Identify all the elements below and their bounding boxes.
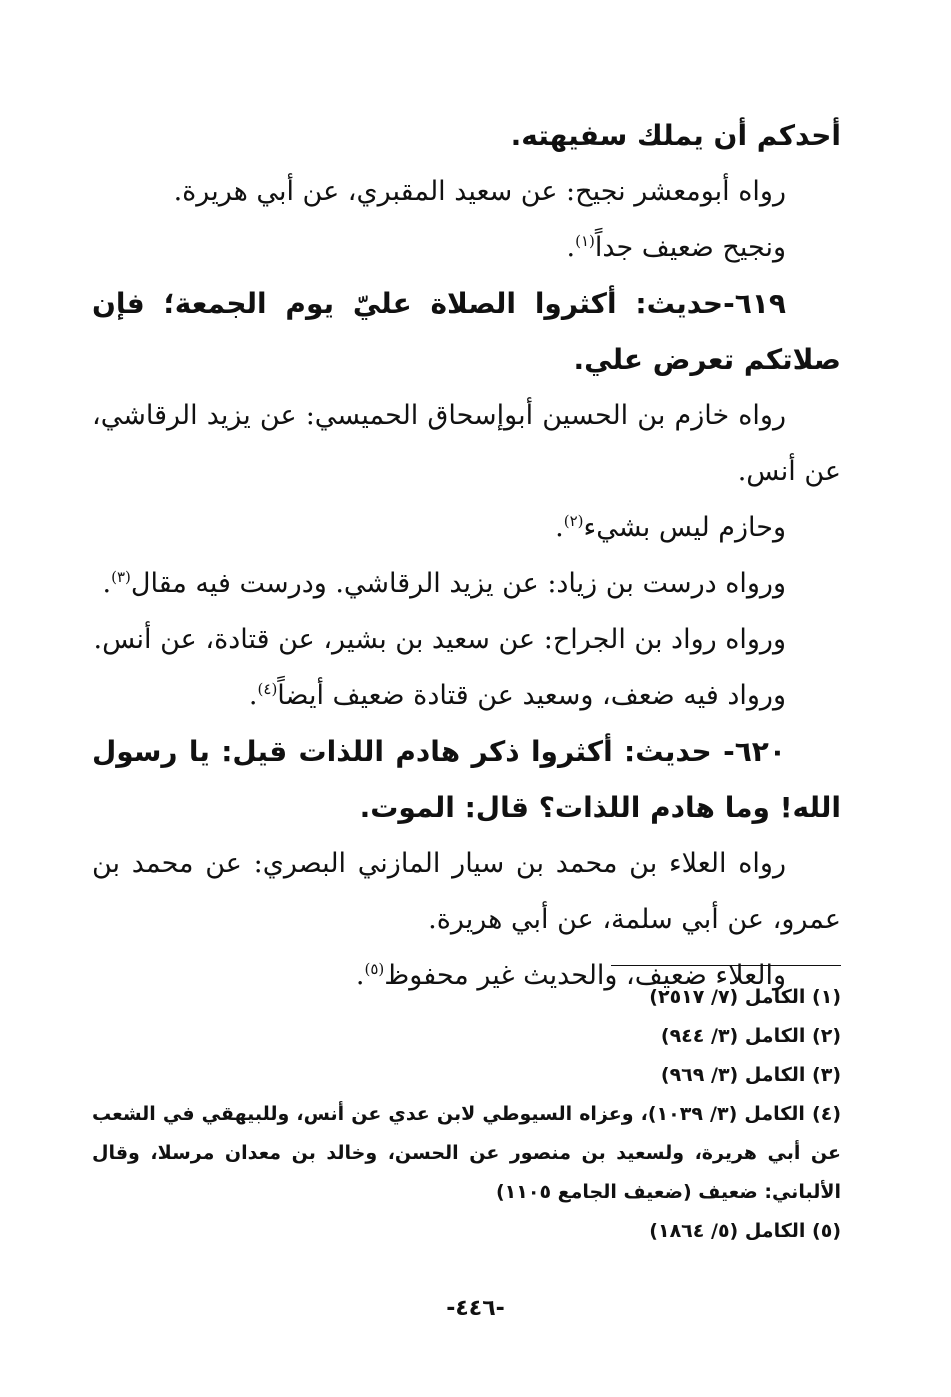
paragraph-grading: وحازم ليس بشيء$^{(٢)}$. xyxy=(555,512,786,543)
footnote-1: (١) الكامل (٧/ ٢٥١٧) xyxy=(649,986,841,1008)
footnote-4: (٤) الكامل (٣/ ١٠٣٩)، وعزاه السيوطي لابن عدي عن أنس، وللبيهقي في الشعب عن أبي هريرة، ولسعيد بن منصور عن الحسن، وخالد بن معدان مرسلا، وقال الألباني: ضعيف (ضعيف الجامع ١١٠٥) xyxy=(92,1103,841,1203)
paragraph-grading: ونجيح ضعيف جداً$^{(١)}$. xyxy=(566,232,786,263)
footnote-2: (٢) الكامل (٣/ ٩٤٤) xyxy=(660,1025,841,1047)
paragraph-grading: ورواد فيه ضعف، وسعيد عن قتادة ضعيف أيضاً$^{(٤)}$. xyxy=(248,680,786,711)
paragraph-narration: رواه خازم بن الحسين أبوإسحاق الحميسي: عن يزيد الرقاشي، عن أنس. xyxy=(92,400,841,487)
footnote-ref: (٢) xyxy=(563,512,584,530)
footnote-3: (٣) الكامل (٣/ ٩٦٩) xyxy=(660,1064,841,1086)
footnote-ref: (١) xyxy=(575,232,595,250)
paragraph-narration: رواه أبومعشر نجيح: عن سعيد المقبري، عن أبي هريرة. xyxy=(173,176,786,207)
page-number: -٤٤٦- xyxy=(446,1296,505,1321)
footnote-ref: (٥) xyxy=(364,960,385,978)
hadith-620-heading: ٦٢٠- حديث: أكثروا ذكر هادم اللذات قيل: يا رسول الله! وما هادم اللذات؟ قال: الموت. xyxy=(92,735,841,824)
paragraph-continuation: أحدكم أن يملك سفيهته. xyxy=(510,119,841,152)
hadith-619-heading: ٦١٩-حديث: أكثروا الصلاة عليّ يوم الجمعة؛ فإن صلاتكم تعرض علي. xyxy=(92,287,841,376)
footnote-5: (٥) الكامل (٥/ ١٨٦٤) xyxy=(649,1220,841,1242)
paragraph-grading: والعلاء ضعيف، والحديث غير محفوظ$^{(٥)}$. xyxy=(355,960,786,991)
footnote-ref: (٤) xyxy=(257,680,278,698)
paragraph-narration: رواه العلاء بن محمد بن سيار المازني البصري: عن محمد بن عمرو، عن أبي سلمة، عن أبي هريرة. xyxy=(92,848,841,935)
footnote-ref: (٣) xyxy=(111,568,131,586)
footnotes xyxy=(92,978,841,1251)
footnote-divider xyxy=(611,965,841,966)
main-text xyxy=(92,108,841,1004)
paragraph-narration: ورواه درست بن زياد: عن يزيد الرقاشي. ودرست فيه مقال$^{(٣)}$. xyxy=(102,568,786,599)
paragraph-narration: ورواه رواد بن الجراح: عن سعيد بن بشير، عن قتادة، عن أنس. xyxy=(93,624,786,655)
